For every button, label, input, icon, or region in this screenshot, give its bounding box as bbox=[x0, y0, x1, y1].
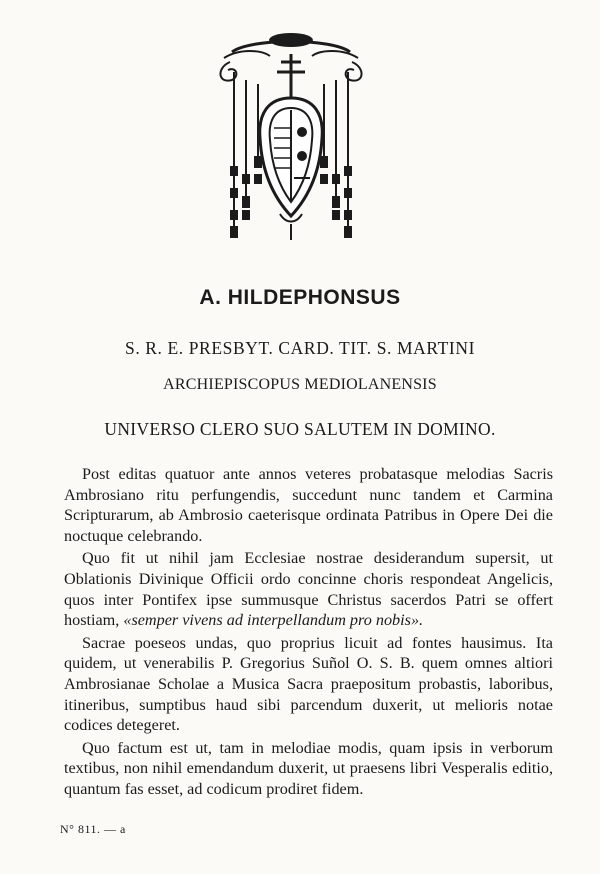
paragraph: Post editas quatuor ante annos veteres probatasque melodias Sacris Ambrosiano ritu perfungendis, succedunt nunc tandem et Carmina Scripturarum, ab Ambrosio caeterisque ordinata Patribus in Opere Dei die noctuque celebrando. bbox=[64, 465, 553, 545]
page-signature: N° 811. — a bbox=[60, 822, 126, 836]
paragraph: Sacrae poeseos undas, quo proprius licuit ad fontes hausimus. Ita quidem, ut venerabilis P. Gregorius Suñol O. S. B. quem omnes altiori Ambrosianae Scholae a Musica Sacra praepositum probastis, laboribus, itineribus, sumptibus haud sibi parcendum duxerit, ut melioris notae codices detegeret. bbox=[64, 633, 553, 735]
paragraph bbox=[64, 548, 553, 630]
salutation-line: UNIVERSO CLERO SUO SALUTEM IN DOMINO. bbox=[104, 419, 496, 439]
quotation: «semper vivens ad interpellandum pro nobis». bbox=[123, 611, 424, 630]
author-name: A. HILDEPHONSUS bbox=[199, 286, 401, 309]
title-line: S. R. E. PRESBYT. CARD. TIT. S. MARTINI bbox=[124, 338, 476, 358]
paragraph-text: Quo fit ut nihil jam Ecclesiae nostrae desiderandum supersit, ut Oblationis Divinique Officii ordo concinne choris respondeat Angelicis, quos inter Pontifex ipse summusque Christus sacerdos Patri se offert hostiam, bbox=[64, 549, 553, 630]
office-line: ARCHIEPISCOPUS MEDIOLANENSIS bbox=[163, 376, 437, 393]
paragraph: Quo factum est ut, tam in melodiae modis, quam ipsis in verborum textibus, non nihil emendandum duxerit, ut praesens libri Vesperalis editio, quantum fas esset, ad codicum prodiret fidem. bbox=[64, 738, 553, 798]
letter-body bbox=[64, 464, 553, 802]
cardinal-coat-of-arms-icon bbox=[210, 28, 372, 242]
